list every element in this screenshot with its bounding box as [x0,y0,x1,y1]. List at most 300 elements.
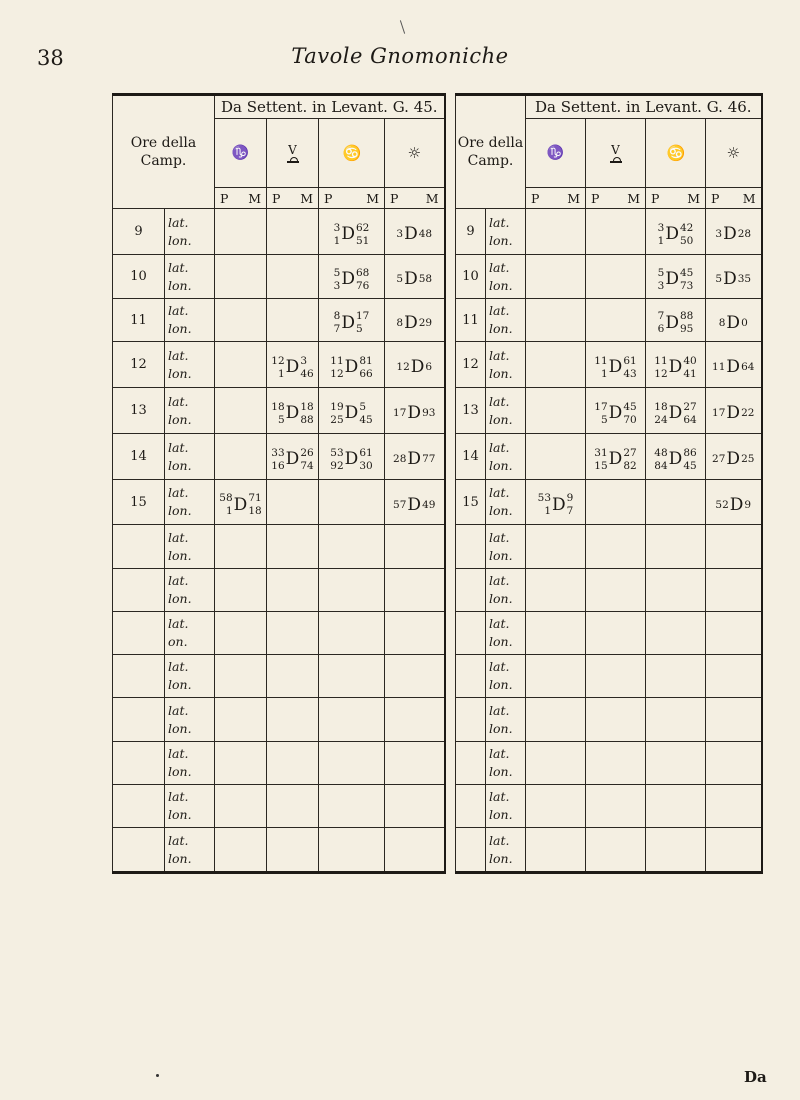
d-glyph: D [726,449,741,469]
lat-label: lat. [489,439,510,455]
lat-lon-label-cell [165,299,215,342]
capricorn-icon: ♑ [546,145,565,161]
value-left-pair [393,407,406,420]
lon-label: lon. [489,634,513,649]
capricorn-icon: ♑ [231,145,250,161]
lon-label: on. [168,634,188,649]
lat-label: lat. [489,214,510,230]
value-lon-int: 1 [544,505,552,517]
gnomonic-value [396,357,433,377]
value-left-pair [658,310,665,336]
m-label: M [425,190,439,206]
value-right-pair [419,228,432,241]
p-label: P [531,190,540,206]
value-right-pair [623,401,636,427]
value-lat-int: 12 [396,361,410,373]
value-left-pair [396,273,403,286]
lat-lon-label-cell [165,388,215,434]
lon-label: lon. [168,677,192,692]
hour-cell [113,742,165,785]
value-cell [706,612,762,655]
m-label: M [366,190,379,206]
value-left-pair [654,355,667,381]
lon-label: lon. [489,764,513,779]
d-glyph: D [668,357,683,377]
value-lon-int: 5 [277,413,285,426]
value-cell [706,342,762,388]
value-lon-int: 3 [333,279,341,292]
lon-label: lon. [489,807,513,822]
value-lat-frac: 22 [741,407,755,419]
table-row [456,342,762,388]
value-lon-frac: 30 [359,459,373,472]
lat-lon-label-cell [486,569,526,612]
p-label: P [591,190,600,206]
value-left-pair [712,361,725,374]
value-lon-int: 1 [600,367,608,380]
value-cell [215,388,267,434]
value-lon-int: 7 [333,323,341,335]
m-label: M [567,190,580,206]
value-lat-frac: 86 [683,446,697,459]
value-cell [586,655,646,698]
value-lat-frac: 40 [683,354,697,367]
value-right-pair [359,401,372,427]
lat-lon-label-cell [486,698,526,742]
lat-label: lat. [168,347,189,363]
value-cell [319,342,385,388]
hour-cell [456,612,486,655]
value-right-pair [422,499,435,512]
pm-cell [385,188,445,209]
value-lat-frac: 9 [744,498,752,511]
d-glyph: D [285,357,300,377]
gnomonic-value [538,492,574,518]
hour-cell [113,655,165,698]
m-label: M [687,190,700,206]
value-cell [267,209,319,255]
value-lat-frac: 88 [679,310,694,322]
value-lat-int: 3 [333,221,341,234]
value-cell [526,569,586,612]
lat-label: lat. [168,214,189,230]
pm-cell [319,188,385,209]
value-right-pair [680,310,693,336]
lat-label: lat. [489,832,510,848]
lat-label: lat. [168,393,189,409]
value-cell [586,388,646,434]
gnomonic-value [712,449,755,469]
value-right-pair [744,499,751,512]
value-lon-frac: 51 [355,234,370,247]
gnomonic-value [334,310,370,336]
lat-lon-label-cell [165,342,215,388]
lat-label: lat. [168,259,189,275]
value-cell [385,742,445,785]
value-cell [586,569,646,612]
value-lon-frac: 88 [300,413,314,426]
value-left-pair [393,499,406,512]
value-lat-frac: 61 [623,354,637,367]
d-glyph: D [410,357,425,377]
value-left-pair [715,228,722,241]
gnomonic-value [271,401,313,427]
d-glyph: D [404,312,418,333]
lon-label: lon. [168,764,192,779]
lon-label: lon. [168,365,192,381]
value-lon-int: 5 [600,413,608,426]
value-cell [319,525,385,569]
value-cell [267,434,319,480]
gnomonic-value [330,355,372,381]
value-cell [319,388,385,434]
m-label: M [300,190,313,206]
hour-cell: 11 [113,299,165,342]
lon-label: lon. [489,277,513,293]
d-glyph: D [344,357,359,377]
value-left-pair [219,492,232,518]
lat-lon-label-cell [486,480,526,525]
d-glyph: D [729,494,744,515]
value-cell [586,525,646,569]
value-cell [385,299,445,342]
lat-lon-label-cell [486,612,526,655]
value-cell [646,828,706,873]
value-cell [586,612,646,655]
value-lon-frac: 64 [683,413,697,426]
lat-lon-label-cell [486,299,526,342]
value-cell [215,698,267,742]
value-cell [706,698,762,742]
pm-labels [646,191,705,206]
value-lat-frac: 5 [359,400,366,413]
value-lat-frac: 26 [300,446,314,459]
value-lat-int: 27 [712,453,726,465]
gnomonic-table [455,93,763,874]
table-row [456,785,762,828]
value-cell [319,569,385,612]
ink-mark [400,20,405,34]
gnomonic-value [271,447,313,473]
value-cell [646,569,706,612]
value-lat-int: 33 [271,446,285,459]
value-lat-int: 5 [333,266,341,279]
value-lat-int: 57 [393,498,407,511]
value-lat-frac: 61 [359,446,373,459]
value-left-pair [594,447,607,473]
gnomonic-value [393,494,436,515]
hour-cell: 9 [456,209,486,255]
value-cell [526,342,586,388]
value-cell [319,742,385,785]
value-lat-frac: 35 [737,273,752,285]
symbol-cell [646,119,706,188]
value-lat-frac: 6 [425,361,433,373]
value-lat-frac: 71 [248,492,262,504]
d-glyph: D [407,494,422,515]
cancer-icon: ♋ [666,144,685,162]
value-lat-int: 11 [712,361,726,373]
table-row [113,480,445,525]
d-glyph: D [404,224,418,244]
value-cell [526,299,586,342]
lat-label: lat. [168,529,189,545]
value-cell [385,209,445,255]
lat-label: lat. [489,789,510,804]
table-title: Da Settent. in Levant. G. 45. [215,95,445,119]
gnomonic-value [219,492,261,518]
lat-label: lat. [489,347,510,363]
symbol-cell [706,119,762,188]
value-cell [215,480,267,525]
value-lat-int: 53 [330,446,344,459]
lon-label: lon. [489,850,513,866]
hour-cell [113,698,165,742]
value-left-pair [396,361,409,374]
lat-label: lat. [489,393,510,409]
value-cell [215,742,267,785]
value-cell [385,434,445,480]
pm-cell [586,188,646,209]
value-cell [267,612,319,655]
value-lat-int: 11 [654,354,668,367]
d-glyph: D [723,224,737,244]
value-lat-frac: 68 [355,266,370,279]
lat-lon-label-cell [165,742,215,785]
hour-cell [456,655,486,698]
value-cell [646,434,706,480]
value-right-pair [300,401,313,427]
value-lon-frac: 50 [679,234,694,247]
gnomonic-value [712,357,755,377]
table-row [113,209,445,255]
value-lat-int: 52 [715,498,729,511]
value-lon-int: 84 [654,459,668,472]
value-lat-frac: 62 [355,221,370,234]
value-cell [586,785,646,828]
value-cell [385,785,445,828]
value-lon-int: 12 [330,367,344,380]
d-glyph: D [668,403,683,423]
table-right [455,93,763,874]
value-cell [706,255,762,299]
lat-lon-label-cell [486,785,526,828]
libra-icon [286,144,300,164]
value-left-pair [658,222,665,248]
value-right-pair [738,228,751,241]
lat-label: lat. [168,573,189,588]
value-cell [319,698,385,742]
value-lat-frac: 3 [300,354,307,367]
table-row [113,742,445,785]
value-cell [385,698,445,742]
value-cell [646,742,706,785]
value-cell [706,299,762,342]
d-glyph: D [285,403,300,423]
value-lat-int: 3 [657,221,665,234]
lat-lon-label-cell [486,828,526,873]
value-right-pair [419,273,432,286]
value-lon-frac: 82 [623,459,637,472]
lat-lon-label-cell [165,828,215,873]
p-label: P [651,190,660,206]
value-lat-frac: 48 [418,228,433,240]
value-lon-frac: 7 [566,505,574,517]
value-lon-frac: 46 [300,367,314,380]
value-left-pair [396,317,403,330]
symbol-cell [319,119,385,188]
value-cell [267,342,319,388]
value-cell [646,388,706,434]
cancer-icon: ♋ [342,144,361,162]
value-left-pair [712,453,725,466]
value-lon-int: 6 [657,323,665,335]
table-row [113,569,445,612]
sun-icon: ☼ [726,144,740,162]
value-right-pair [300,355,313,381]
d-glyph: D [665,312,679,333]
value-right-pair [359,355,372,381]
page-number: 38 [37,46,64,70]
table-row [456,480,762,525]
value-cell [385,388,445,434]
value-cell [646,299,706,342]
value-left-pair [271,447,284,473]
value-lat-frac: 58 [418,273,433,285]
hour-cell [113,612,165,655]
value-lat-int: 5 [715,273,723,285]
gnomonic-value [658,310,694,336]
value-cell [267,255,319,299]
d-glyph: D [285,449,300,469]
value-lat-frac: 77 [422,453,436,465]
m-label: M [248,190,261,206]
catchword: Da [744,1068,767,1086]
value-lat-int: 8 [333,310,341,322]
value-lat-frac: 27 [623,446,637,459]
m-label: M [742,190,756,206]
lat-lon-label-cell [486,525,526,569]
lon-label: lon. [168,457,192,473]
hour-cell: 11 [456,299,486,342]
hour-cell [113,569,165,612]
value-lon-int: 12 [654,367,668,380]
value-lon-frac: 45 [683,459,697,472]
table-row [113,255,445,299]
lat-lon-label-cell [486,655,526,698]
value-lat-int: 3 [715,228,723,240]
value-cell [319,785,385,828]
d-glyph: D [723,269,737,289]
d-glyph: D [552,494,566,515]
table-row [456,742,762,785]
value-cell [267,299,319,342]
value-cell [319,209,385,255]
gnomonic-value [396,269,433,289]
value-cell [706,655,762,698]
hour-cell: 10 [456,255,486,299]
value-cell [646,342,706,388]
value-right-pair [300,447,313,473]
d-glyph: D [407,403,422,423]
value-lat-int: 8 [718,316,726,329]
pm-labels [586,191,645,206]
libra-top-glyph: V [288,143,297,157]
table-title: Da Settent. in Levant. G. 46. [526,95,762,119]
hour-cell: 12 [456,342,486,388]
gnomonic-table [112,93,446,874]
gnomonic-value [393,403,436,423]
gnomonic-value [594,355,636,381]
d-glyph: D [608,403,623,423]
value-right-pair [425,361,432,374]
value-lat-frac: 45 [623,400,637,413]
hour-cell [456,698,486,742]
value-lat-int: 18 [654,400,668,413]
table-row [456,388,762,434]
hour-cell: 14 [113,434,165,480]
running-title: Tavole Gnomoniche [291,44,509,68]
value-lat-int: 5 [396,273,404,285]
hour-cell: 15 [456,480,486,525]
value-cell [526,388,586,434]
lon-label: lon. [168,232,192,248]
value-right-pair [623,447,636,473]
gnomonic-value [271,355,313,381]
lon-label: lon. [168,591,192,606]
lat-lon-label-cell [165,434,215,480]
lon-label: lon. [168,411,192,427]
value-cell [526,434,586,480]
value-left-pair [334,267,341,293]
value-lat-frac: 45 [679,266,694,279]
value-cell [526,255,586,299]
lat-label: lat. [489,259,510,275]
value-right-pair [567,492,574,518]
lon-label: lon. [489,457,513,473]
ore-header: Ore della Camp. [113,95,215,209]
pm-labels [385,191,444,206]
value-left-pair [330,355,343,381]
lat-label: lat. [489,702,510,718]
value-lon-int: 25 [330,413,344,426]
value-lat-frac: 81 [359,354,373,367]
lat-label: lat. [489,529,510,545]
lon-label: lon. [489,677,513,692]
hour-cell: 13 [113,388,165,434]
value-lat-int: 58 [219,492,233,504]
gnomonic-value [334,222,370,248]
value-cell [646,525,706,569]
lat-lon-label-cell [165,612,215,655]
gnomonic-value [715,224,752,244]
value-cell [215,612,267,655]
hour-cell [456,828,486,873]
value-cell [706,525,762,569]
symbol-cell [267,119,319,188]
value-cell [215,255,267,299]
value-lon-frac: 74 [300,459,314,472]
value-cell [215,525,267,569]
value-right-pair [741,317,748,330]
value-cell [319,655,385,698]
d-glyph: D [344,403,359,423]
value-lat-frac: 27 [683,400,697,413]
value-lon-frac: 73 [679,279,694,292]
table-row [113,785,445,828]
lon-label: lon. [489,591,513,606]
value-cell [646,655,706,698]
